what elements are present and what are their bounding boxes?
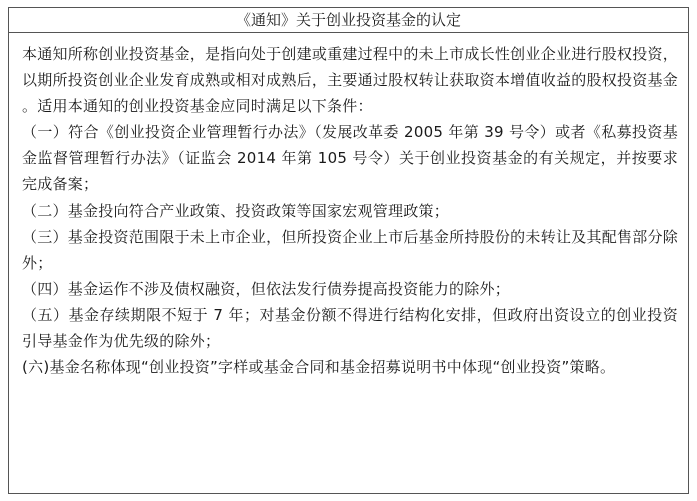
condition-6-paragraph: (六)基金名称体现“创业投资”字样或基金合同和基金招募说明书中体现“创业投资”策略。 [22,358,616,377]
condition-1-paragraph: （一）符合《创业投资企业管理暂行办法》（发展改革委 2005 年第 39 号令）或者《私募投资基金监督管理暂行办法》（证监会 2014 年第 105 号令）关于创业投资基金的有关规定，并按要求完成备案； [22,123,678,194]
table-body-cell [9,33,688,380]
table-title: 《通知》关于创业投资基金的认定 [9,8,688,33]
condition-3-paragraph: （三）基金投资范围限于未上市企业，但所投资企业上市后基金所持股份的未转让及其配售部分除外； [22,227,678,272]
condition-2-paragraph: （二）基金投向符合产业政策、投资政策等国家宏观管理政策； [22,201,450,220]
intro-paragraph: 本通知所称创业投资基金，是指向处于创建或重建过程中的未上市成长性创业企业进行股权投资，以期所投资创业企业发育成熟或相对成熟后，主要通过股权转让获取资本增值收益的股权投资基金。适用本通知的创业投资基金应同时满足以下条件： [22,45,678,116]
notice-table [8,7,689,494]
condition-4-paragraph: （四）基金运作不涉及债权融资，但依法发行债券提高投资能力的除外； [22,279,511,298]
condition-5-paragraph: （五）基金存续期限不短于 7 年；对基金份额不得进行结构化安排，但政府出资设立的创业投资引导基金作为优先级的除外； [22,305,678,351]
